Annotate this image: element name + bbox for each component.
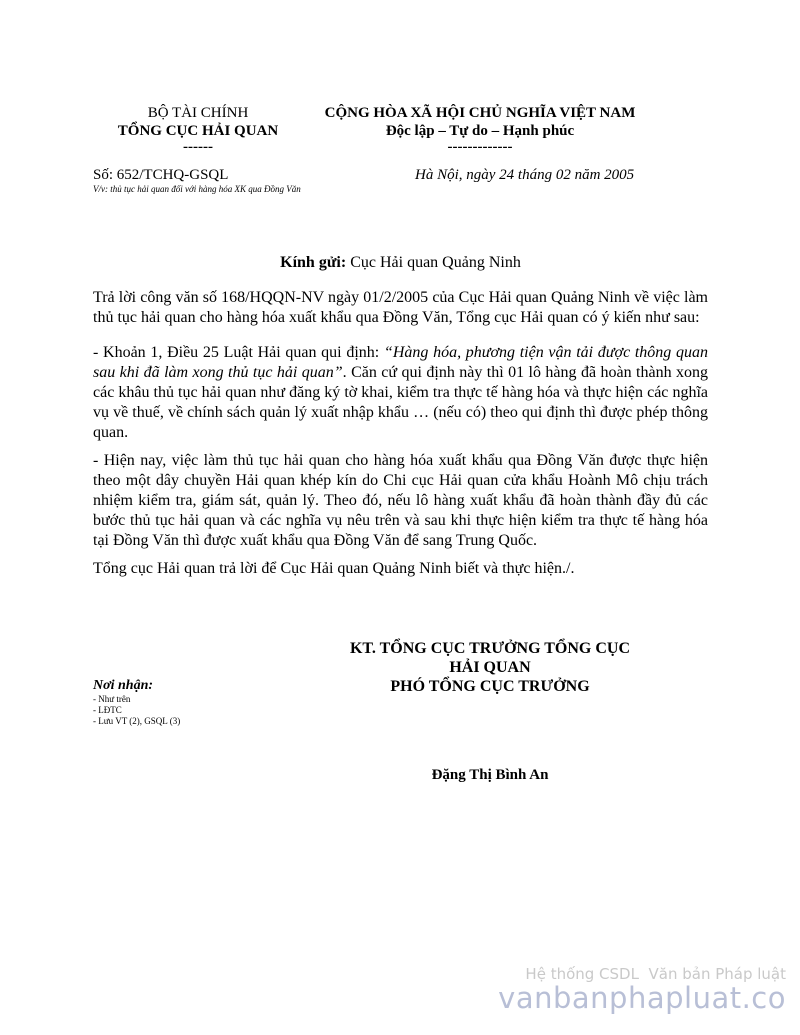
country-name: CỘNG HÒA XÃ HỘI CHỦ NGHĨA VIỆT NAM	[324, 105, 636, 121]
watermark-site: vanbanphapluat.co	[498, 981, 786, 1015]
p2-quote: “Hàng hóa, phương tiện vận tải được thông quan sau khi đã làm xong thủ tục hải quan”	[93, 344, 709, 381]
recipients-title: Nơi nhận:	[93, 678, 154, 693]
department-name: TỔNG CỤC HẢI QUAN	[117, 123, 279, 139]
ministry-name: BỘ TÀI CHÍNH	[147, 105, 249, 121]
signature-line-1: KT. TỔNG CỤC TRƯỞNG TỔNG CỤC	[349, 640, 631, 657]
left-separator: ------	[183, 139, 213, 155]
recipients-item: - Như trên	[93, 694, 131, 704]
recipient-name: Cục Hải quan Quảng Ninh	[350, 254, 521, 271]
document-subject: V/v: thủ tục hải quan đối với hàng hóa XK qua Đồng Văn	[93, 184, 301, 194]
signature-line-3: PHÓ TỔNG CỤC TRƯỞNG	[390, 678, 590, 695]
recipients-block	[93, 677, 180, 727]
issuing-agency	[88, 104, 308, 154]
recipients-item: - Lưu VT (2), GSQL (3)	[93, 716, 181, 726]
body-paragraph-3: - Hiện nay, việc làm thủ tục hải quan cho hàng hóa xuất khẩu qua Đồng Văn được thực hiện theo một dây chuyền Hải quan khép kín do Chi cục Hải quan cửa khẩu Hoành Mô chịu trách nhiệm kiểm tra, giám sát, quản lý. Theo đó, nếu lô hàng xuất khẩu đã hoàn thành đầy đủ các bước thủ tục hải quan và các nghĩa vụ nêu trên và sau khi thực hiện kiểm tra thực tế hàng hóa tại Đồng Văn thì được xuất khẩu qua Đồng Văn để sang Trung Quốc.	[93, 452, 708, 549]
signature-line-2: HẢI QUAN	[449, 659, 531, 676]
recipient-label: Kính gửi:	[280, 254, 347, 271]
signer-name: Đặng Thị Bình An	[431, 767, 549, 783]
right-separator: -------------	[447, 139, 513, 155]
watermark-caption: Hệ thống CSDL Văn bản Pháp luật	[525, 965, 786, 983]
recipient-line	[93, 253, 708, 272]
document-number: Số: 652/TCHQ-GSQL	[93, 167, 229, 183]
recipients-item: - LĐTC	[93, 705, 122, 715]
place-date: Hà Nội, ngày 24 tháng 02 năm 2005	[415, 167, 635, 183]
signature-title	[330, 639, 650, 696]
p2-rest: . Căn cứ qui định này thì 01 lô hàng đã hoàn thành xong các khâu thủ tục hải quan như đăng ký tờ khai, kiểm tra thực tế hàng hóa và thực hiện các nghĩa vụ về thuế, về chính sách quản lý xuất nhập khẩu … (nếu có) theo qui định thì được phép thông quan.	[93, 364, 708, 441]
p2-prefix: - Khoản 1, Điều 25 Luật Hải quan qui định:	[93, 344, 384, 361]
body-paragraph-1: Trả lời công văn số 168/HQQN-NV ngày 01/2/2005 của Cục Hải quan Quảng Ninh về việc làm thủ tục hải quan cho hàng hóa xuất khẩu qua Đồng Văn, Tổng cục Hải quan có ý kiến như sau:	[93, 289, 708, 326]
national-motto: Độc lập – Tự do – Hạnh phúc	[385, 123, 575, 139]
national-header	[300, 104, 660, 154]
body-paragraph-4: Tổng cục Hải quan trả lời để Cục Hải quan Quảng Ninh biết và thực hiện./.	[93, 560, 575, 577]
body-paragraph-2	[93, 343, 708, 443]
